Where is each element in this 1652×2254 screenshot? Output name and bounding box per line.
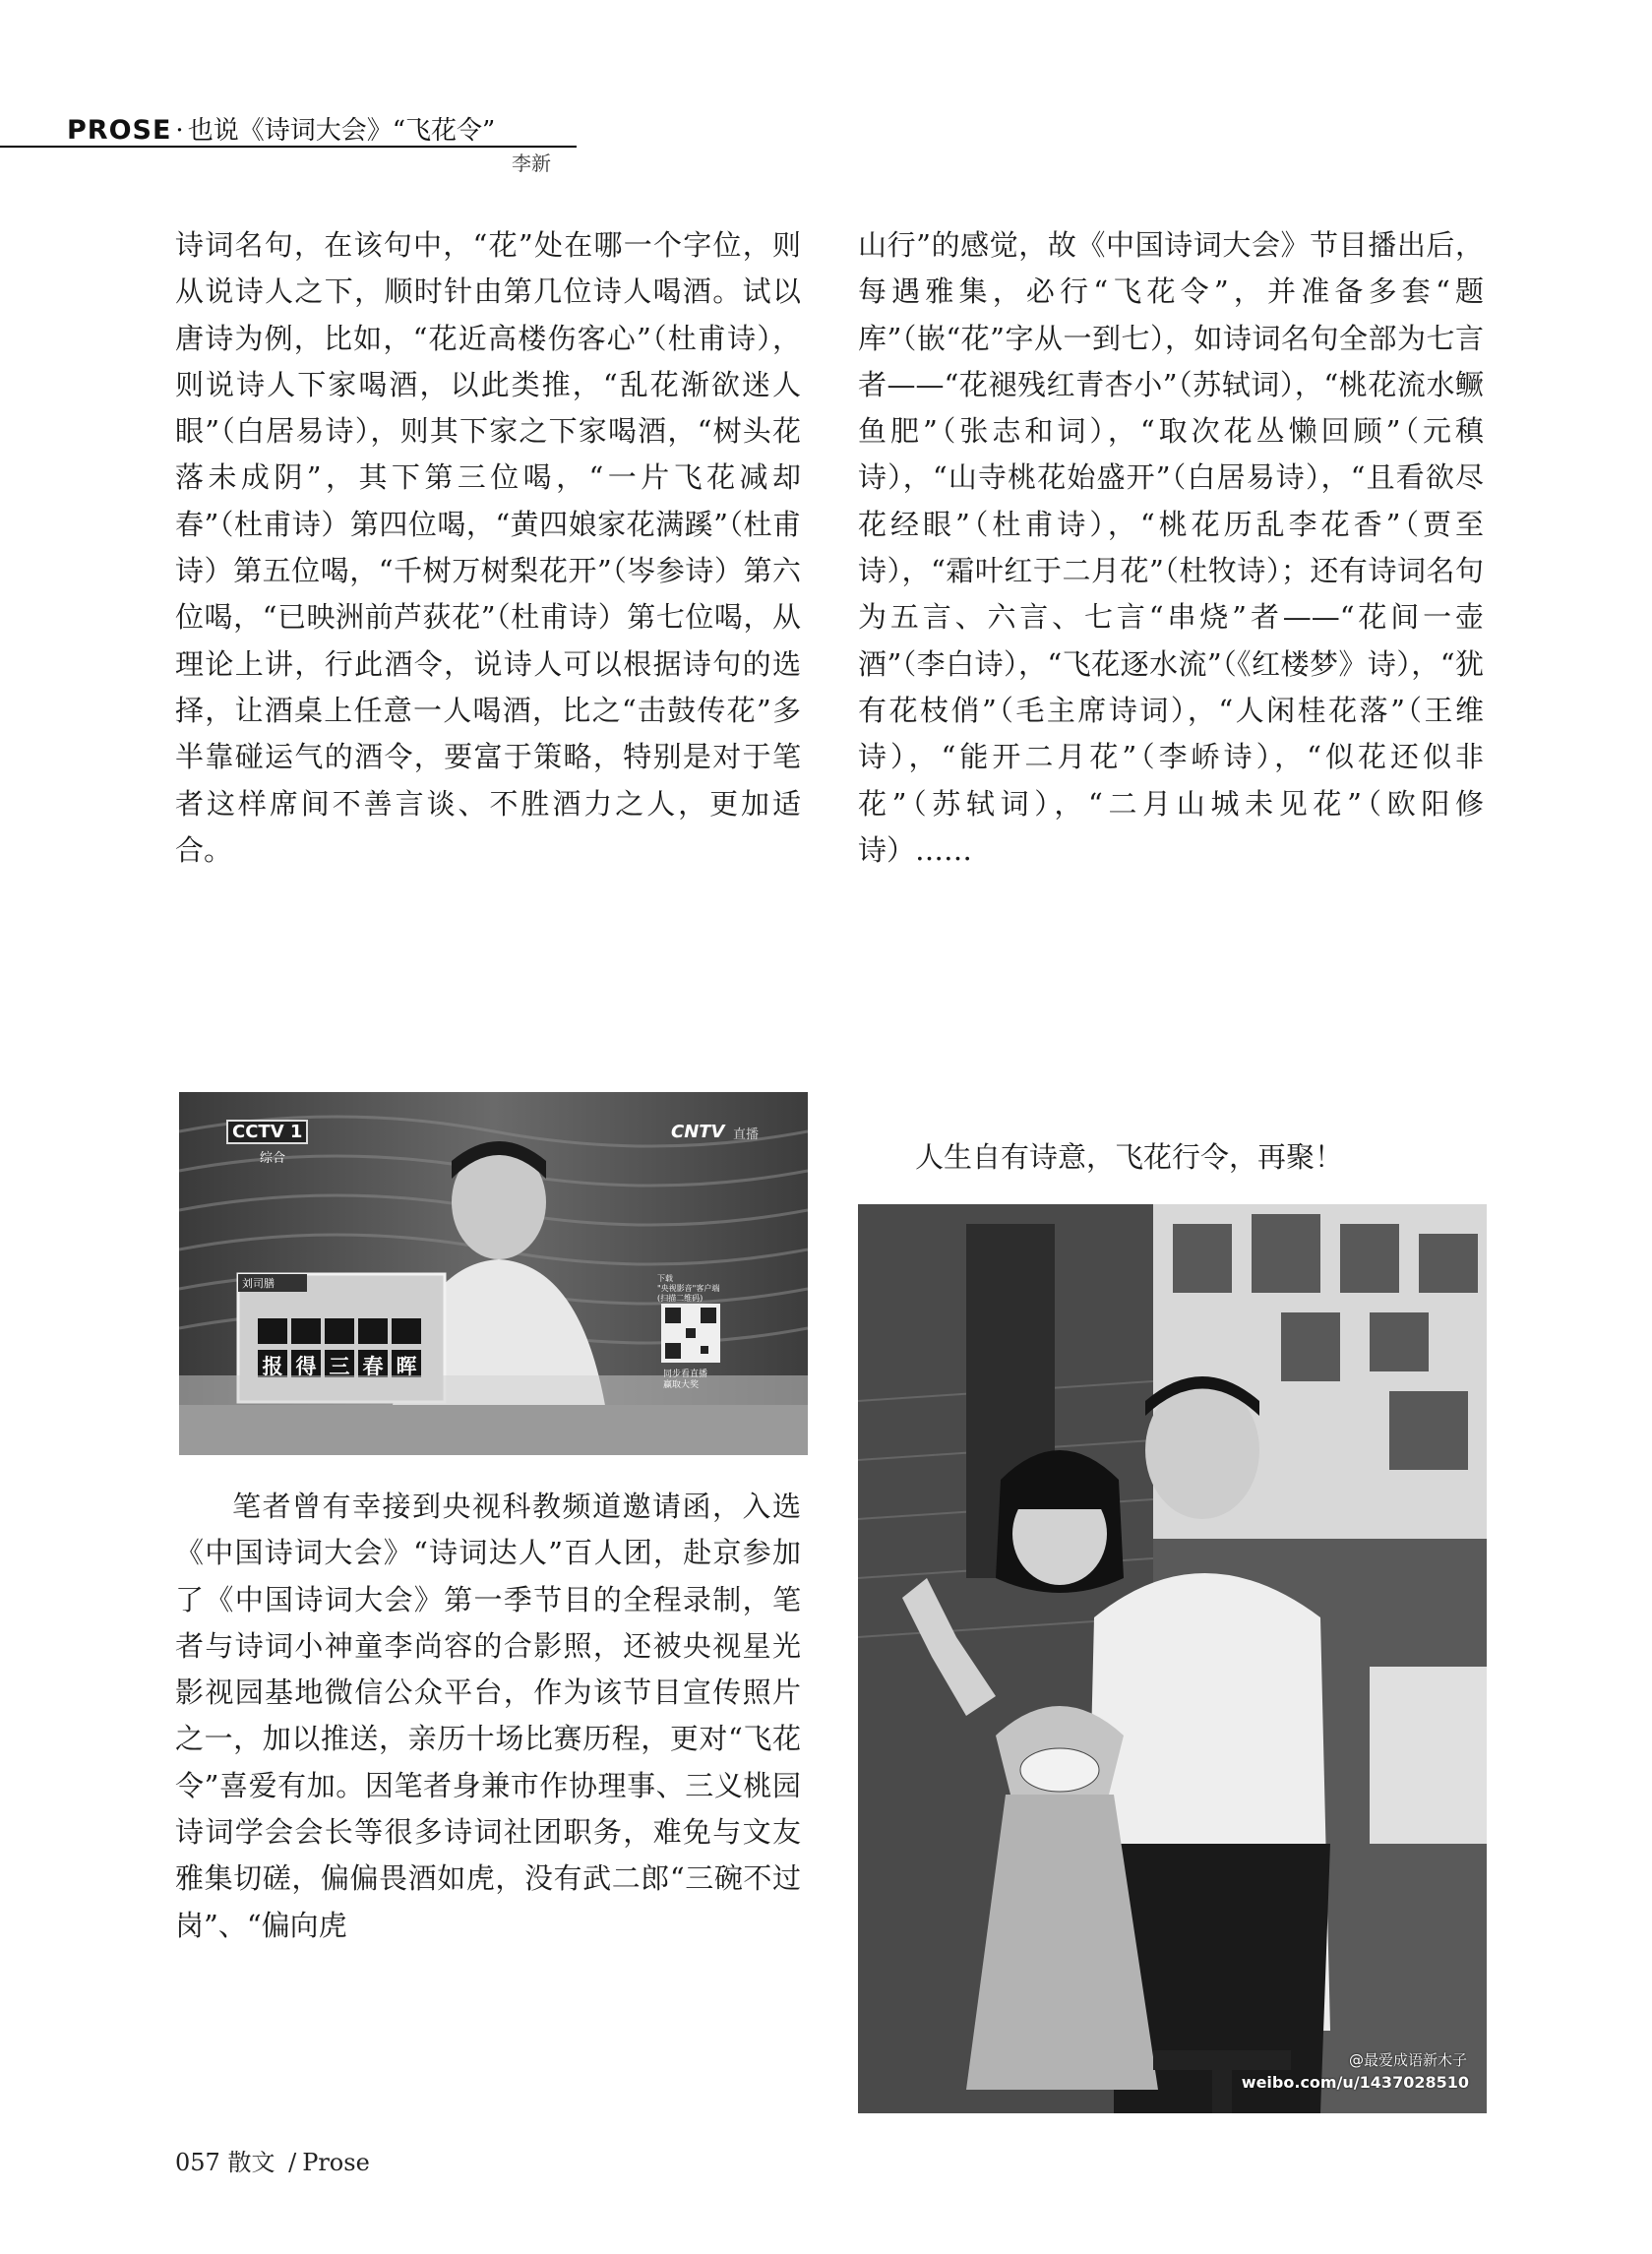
cntv-logo-sub: 直播 <box>733 1127 760 1142</box>
cctv-logo-sub: 综合 <box>260 1151 286 1166</box>
answer-char: 报 <box>262 1354 283 1378</box>
author-with-child-image <box>858 1204 1487 2113</box>
running-header <box>0 108 577 148</box>
answer-char: 晖 <box>396 1354 417 1378</box>
magazine-name-en: Prose <box>302 2149 370 2176</box>
qr-caption-bottom: 同步看直播 赢取大奖 <box>663 1370 708 1390</box>
tv-screenshot-photo <box>179 1092 808 1455</box>
cntv-logo: CNTV <box>671 1122 725 1142</box>
author-name: 李新 <box>512 152 551 175</box>
answer-char: 得 <box>295 1354 317 1378</box>
right-column-upper <box>858 222 1484 874</box>
author-with-child-photo <box>858 1204 1487 2113</box>
answer-char: 三 <box>329 1354 350 1378</box>
left-column-lower <box>175 1484 801 1949</box>
page-number: 057 <box>175 2149 220 2176</box>
contestant-name-label: 刘司膳 <box>242 1277 275 1290</box>
right-column-closing <box>858 1134 1484 1181</box>
answer-chars <box>258 1351 425 1380</box>
header-dot: · <box>175 116 184 146</box>
paragraph: 山行”的感觉，故《中国诗词大会》节目播出后，每遇雅集，必行“飞花令”，并准备多套“题库”（嵌“花”字从一到七），如诗词名句全部为七言者——“花褪残红青杏小”（苏轼词），“桃花流水鳜鱼肥”（张志和词），“取次花丛懒回顾”（元稹诗），“山寺桃花始盛开”（白居易诗），“且看欲尽花经眼”（杜甫诗），“桃花历乱李花香”（贾至诗），“霜叶红于二月花”（杜牧诗）；还有诗词名句为五言、六言、七言“串烧”者——“花间一壶酒”（李白诗），“飞花逐水流”（《红楼梦》诗），“犹有花枝俏”（毛主席诗词），“人闲桂花落”（王维诗），“能开二月花”（李峤诗），“似花还似非花”（苏轼词），“二月山城未见花”（欧阳修诗）…… <box>858 228 1484 867</box>
weibo-watermark-url: weibo.com/u/1437028510 <box>1241 2073 1469 2092</box>
paragraph: 诗词名句，在该句中，“花”处在哪一个字位，则从说诗人之下，顺时针由第几位诗人喝酒。试以唐诗为例，比如，“花近高楼伤客心”（杜甫诗），则说诗人下家喝酒，以此类推，“乱花渐欲迷人眼”（白居易诗），则其下家之下家喝酒，“树头花落未成阴”，其下第三位喝，“一片飞花减却春”（杜甫诗）第四位喝，“黄四娘家花满蹊”（杜甫诗）第五位喝，“千树万树梨花开”（岑参诗）第六位喝，“已映洲前芦荻花”（杜甫诗）第七位喝，从理论上讲，行此酒令，说诗人可以根据诗句的选择，让酒桌上任意一人喝酒，比之“击鼓传花”多半靠碰运气的酒令，要富于策略，特别是对于笔者这样席间不善言谈、不胜酒力之人，更加适合。 <box>175 228 801 867</box>
footer-separator: / <box>288 2149 297 2176</box>
article-title: 也说《诗词大会》“飞花令” <box>187 116 496 146</box>
weibo-watermark-handle: @最爱成语新木子 <box>1348 2051 1467 2069</box>
section-label: PROSE <box>67 115 172 146</box>
cctv-logo: CCTV 1 <box>226 1120 308 1144</box>
paragraph: 笔者曾有幸接到央视科教频道邀请函，入选《中国诗词大会》“诗词达人”百人团，赴京参加了《中国诗词大会》第一季节目的全程录制，笔者与诗词小神童李尚容的合影照，还被央视星光影视园基地微信公众平台，作为该节目宣传照片之一，加以推送，亲历十场比赛历程，更对“飞花令”喜爱有加。因笔者身兼市作协理事、三义桃园诗词学会会长等很多诗词社团职务，难免与文友雅集切磋，偏偏畏酒如虎，没有武二郎“三碗不过岗”、“偏向虎 <box>175 1490 801 1942</box>
answer-char: 春 <box>362 1354 384 1378</box>
closing-line: 人生自有诗意，飞花行令，再聚！ <box>915 1140 1344 1174</box>
magazine-name-cn: 散文 <box>227 2149 275 2176</box>
left-column-upper <box>175 222 801 874</box>
page-footer <box>175 2143 370 2177</box>
header-title-line <box>67 110 495 147</box>
qr-caption-top: 下载 "央视影音"客户端 (扫描二维码) <box>657 1274 720 1303</box>
